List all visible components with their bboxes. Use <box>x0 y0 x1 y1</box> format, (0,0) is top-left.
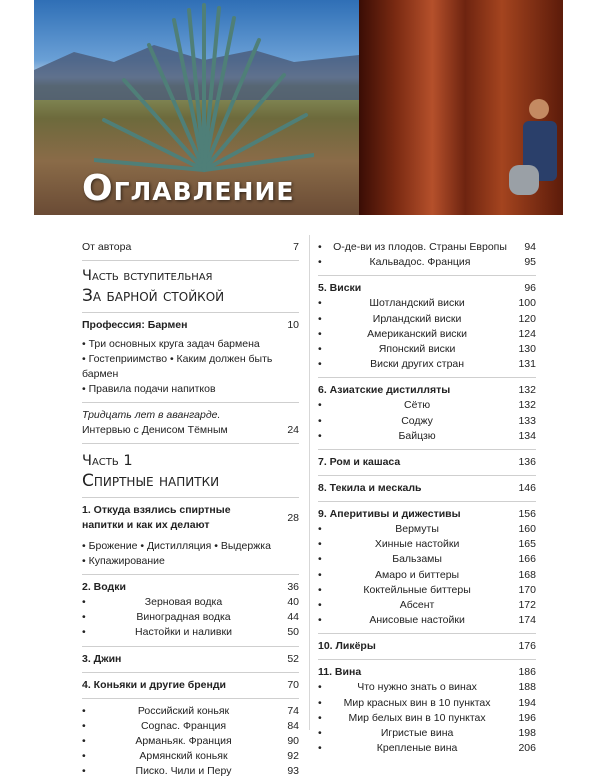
toc-entry-page: 100 <box>518 297 536 310</box>
toc-entry-profession[interactable] <box>82 318 299 333</box>
divider <box>318 633 536 634</box>
toc-entry[interactable] <box>82 719 299 734</box>
toc-entry-label: • Арманьяк. Франция <box>135 735 232 748</box>
toc-entry-label: • Армянский коньяк <box>139 750 228 763</box>
toc-entry[interactable] <box>318 342 536 357</box>
topic: Купажирование <box>88 555 165 567</box>
toc-entry-label: 6. Азиатские дистилляты <box>318 384 451 397</box>
toc-entry[interactable] <box>318 726 536 741</box>
toc-entry[interactable] <box>318 357 536 372</box>
toc-entry-label: • Байцзю <box>398 429 436 442</box>
toc-entry-ch10[interactable] <box>318 639 536 654</box>
toc-entry-author[interactable] <box>82 240 299 255</box>
toc-entry-page: 50 <box>287 626 299 639</box>
toc-entry-page: 95 <box>524 256 536 269</box>
toc-entry-label: • Амаро и биттеры <box>375 568 460 581</box>
toc-entry-ch6[interactable] <box>318 383 536 398</box>
toc-entry[interactable] <box>318 696 536 711</box>
toc-entry-label: • Соджу <box>401 414 433 427</box>
toc-entry[interactable] <box>82 610 299 625</box>
divider <box>318 659 536 660</box>
toc-entry-label <box>82 503 231 533</box>
toc-entry-label: • Японский виски <box>378 343 456 356</box>
toc-entry-page: 84 <box>287 719 299 732</box>
divider <box>82 443 299 444</box>
divider <box>82 698 299 699</box>
divider <box>318 449 536 450</box>
distiller-figure <box>509 95 563 215</box>
toc-entry-label: • Шотландский виски <box>369 297 465 310</box>
toc-entry-label: 4. Коньяки и другие бренди <box>82 678 226 691</box>
toc-entry[interactable] <box>82 704 299 719</box>
header-photo <box>34 0 563 215</box>
interview-subtitle: Тридцать лет в авангарде. <box>82 409 221 421</box>
toc-entry-ch1[interactable] <box>82 503 299 533</box>
toc-entry[interactable] <box>318 537 536 552</box>
distillery-photo <box>359 0 563 215</box>
toc-entry[interactable] <box>318 741 536 756</box>
divider <box>82 646 299 647</box>
toc-entry-page: 146 <box>518 482 536 495</box>
toc-left-column <box>82 240 299 780</box>
toc-entry-label: • Сётю <box>404 399 431 412</box>
toc-entry-ch9[interactable] <box>318 507 536 522</box>
divider <box>82 260 299 261</box>
page-title: Оглавление <box>82 168 295 209</box>
divider <box>318 377 536 378</box>
toc-entry-page: 44 <box>287 611 299 624</box>
toc-entry-label: • Кальвадос. Франция <box>369 256 471 269</box>
divider <box>82 497 299 498</box>
toc-entry-page: 120 <box>518 312 536 325</box>
toc-entry-page: 40 <box>287 596 299 608</box>
toc-entry-label: • Американский виски <box>367 327 468 340</box>
toc-entry-label: • Виски других стран <box>370 358 465 371</box>
toc-entry-page: 130 <box>518 343 536 356</box>
toc-entry-label: • Абсент <box>399 599 435 612</box>
toc-entry[interactable] <box>318 312 536 327</box>
part-intro-label: Часть вступительная <box>82 268 213 284</box>
toc-entry-label: 11. Вина <box>318 666 362 679</box>
divider <box>82 574 299 575</box>
toc-entry-label: 10. Ликёры <box>318 640 376 653</box>
profession-topics: • Три основных круга задач бармена • Гостеприимство • Каким должен быть бармен • Правила подачи напитков <box>82 338 273 395</box>
toc-entry-page: 136 <box>518 456 536 469</box>
toc-entry[interactable] <box>82 749 299 764</box>
toc-entry[interactable] <box>318 398 536 413</box>
toc-entry-ch5[interactable] <box>318 281 536 296</box>
toc-entry[interactable] <box>82 734 299 749</box>
ch1-topics: • Брожение • Дистилляция • Выдержка • Купажирование <box>82 540 271 567</box>
toc-entry[interactable] <box>318 583 536 598</box>
toc-entry-page: 52 <box>287 652 299 665</box>
label-line: 1. Откуда взялись спиртные <box>82 504 231 516</box>
toc-entry-label: • Мир белых вин в 10 пунктах <box>348 711 486 724</box>
divider <box>82 312 299 313</box>
toc-entry-page: 165 <box>518 538 536 551</box>
toc-entry-page: 94 <box>524 241 536 253</box>
toc-entry[interactable] <box>318 522 536 537</box>
toc-entry-ch3[interactable] <box>82 652 299 667</box>
toc-entry-label: 9. Аперитивы и дижестивы <box>318 508 461 521</box>
toc-entry-page: 196 <box>518 711 536 724</box>
toc-entry-label: • Игристые вина <box>380 727 454 740</box>
divider <box>318 475 536 476</box>
toc-entry-ch4[interactable] <box>82 678 299 693</box>
toc-entry-label: • Настойки и наливки <box>135 626 232 639</box>
divider <box>318 275 536 276</box>
toc-entry-page: 93 <box>287 765 299 778</box>
toc-entry-page: 70 <box>287 678 299 691</box>
toc-entry-page: 194 <box>518 696 536 709</box>
toc-entry[interactable] <box>318 414 536 429</box>
toc-entry-label: • Мир красных вин в 10 пунктах <box>343 696 491 709</box>
toc-entry-page: 156 <box>518 508 536 521</box>
topic: Каким должен быть бармен <box>82 353 273 380</box>
toc-entry-ch7[interactable] <box>318 455 536 470</box>
toc-entry-ch2[interactable] <box>82 580 299 595</box>
toc-entry-label: • Хинные настойки <box>374 538 460 551</box>
toc-entry-label: • Вермуты <box>395 523 439 536</box>
toc-entry[interactable] <box>318 296 536 311</box>
toc-entry-page: 24 <box>287 424 299 436</box>
toc-entry-page: 132 <box>518 399 536 412</box>
toc-entry[interactable] <box>318 552 536 567</box>
toc-entry-page: 134 <box>518 429 536 442</box>
part-1-label: Часть 1 <box>82 453 133 469</box>
toc-entry-page: 168 <box>518 568 536 581</box>
topic: Дистилляция <box>146 540 212 552</box>
toc-entry-label: • О-де-ви из плодов. Страны Европы <box>333 241 507 253</box>
toc-entry-ch11[interactable] <box>318 665 536 680</box>
toc-entry-page: 176 <box>518 640 536 653</box>
toc-entry-interview[interactable] <box>82 423 299 438</box>
toc-entry[interactable] <box>318 429 536 444</box>
toc-entry-label: 7. Ром и кашаса <box>318 456 401 469</box>
toc-entry-label: 3. Джин <box>82 652 122 665</box>
toc-entry[interactable] <box>318 680 536 695</box>
toc-entry[interactable] <box>318 240 536 255</box>
toc-entry[interactable] <box>318 568 536 583</box>
toc-entry-page: 206 <box>518 742 536 755</box>
toc-entry[interactable] <box>82 625 299 640</box>
toc-entry-label: • Бальзамы <box>392 553 442 566</box>
toc-entry-page: 133 <box>518 414 536 427</box>
toc-entry-page: 198 <box>518 727 536 740</box>
topic: Правила подачи напитков <box>88 383 216 395</box>
toc-entry[interactable] <box>318 711 536 726</box>
toc-entry-page: 174 <box>518 614 536 627</box>
topic: Брожение <box>88 540 138 552</box>
toc-entry-page: 90 <box>287 735 299 748</box>
toc-right-column <box>318 240 536 756</box>
toc-entry-ch8[interactable] <box>318 481 536 496</box>
toc-entry-label: От автора <box>82 241 132 253</box>
toc-entry-label: • Зерновая водка <box>144 596 223 608</box>
toc-entry-page: 92 <box>287 750 299 763</box>
toc-entry-page: 28 <box>287 512 299 524</box>
toc-entry-page: 170 <box>518 583 536 596</box>
toc-entry-page: 166 <box>518 553 536 566</box>
part-1-title: Спиртные напитки <box>82 471 220 491</box>
toc-entry-page: 124 <box>518 327 536 340</box>
toc-entry-page: 131 <box>518 358 536 371</box>
label-line: напитки и как их делают <box>82 519 210 531</box>
column-separator <box>309 235 310 730</box>
divider <box>82 402 299 403</box>
toc-entry-label: • Анисовые настойки <box>369 614 465 627</box>
toc-entry-page: 7 <box>293 241 299 253</box>
divider <box>82 672 299 673</box>
toc-entry-label: Профессия: Бармен <box>82 319 188 331</box>
toc-entry-page: 74 <box>287 704 299 717</box>
toc-entry-page: 186 <box>518 666 536 679</box>
toc-entry[interactable] <box>82 595 299 610</box>
toc-entry-page: 96 <box>524 282 536 295</box>
toc-entry-page: 132 <box>518 384 536 397</box>
toc-entry[interactable] <box>318 255 536 270</box>
toc-entry[interactable] <box>82 764 299 779</box>
topic: Три основных круга задач бармена <box>88 338 260 350</box>
toc-entry-label: 5. Виски <box>318 282 362 295</box>
toc-entry-label: • Что нужно знать о винах <box>357 681 477 694</box>
toc-entry[interactable] <box>318 598 536 613</box>
toc-entry-label: • Российский коньяк <box>137 704 230 717</box>
toc-entry-label: • Cognac. Франция <box>140 719 227 732</box>
divider <box>318 501 536 502</box>
toc-entry-label: 8. Текила и мескаль <box>318 482 422 495</box>
toc-entry-label: 2. Водки <box>82 581 126 593</box>
toc-entry-label: Интервью с Денисом Тёмным <box>82 424 228 436</box>
topic: Выдержка <box>220 540 271 552</box>
toc-entry-label: • Коктейльные биттеры <box>363 583 471 596</box>
topic: Гостеприимство <box>88 353 168 365</box>
toc-entry-label: • Писко. Чили и Перу <box>135 765 232 778</box>
toc-entry-page: 188 <box>518 681 536 694</box>
toc-entry-label: • Крепленые вина <box>376 742 458 755</box>
toc-entry-page: 172 <box>518 599 536 612</box>
toc-entry-page: 10 <box>287 319 299 331</box>
part-intro-title: За барной стойкой <box>82 286 225 306</box>
toc-entry[interactable] <box>318 327 536 342</box>
toc-entry[interactable] <box>318 613 536 628</box>
toc-entry-label: • Виноградная водка <box>136 611 231 624</box>
toc-entry-page: 160 <box>518 523 536 536</box>
toc-entry-label: • Ирландский виски <box>372 312 462 325</box>
toc-entry-page: 36 <box>287 581 299 593</box>
